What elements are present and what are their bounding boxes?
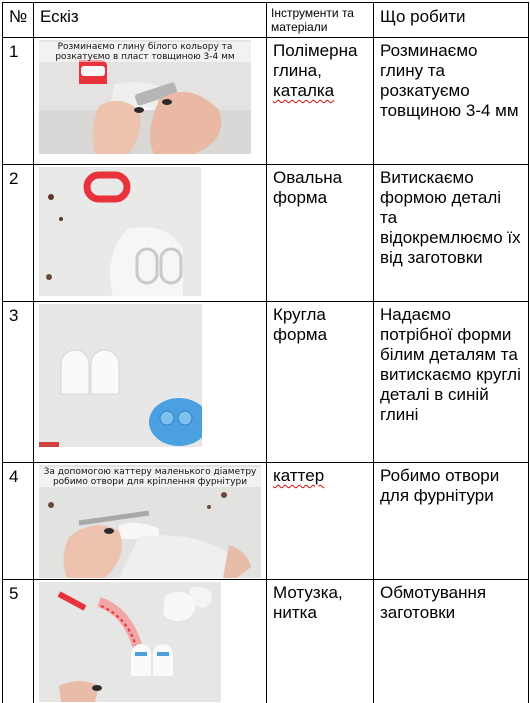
what-cell: Робимо отвори для фурнітури — [374, 463, 529, 580]
step-photo-2 — [39, 167, 201, 296]
table-row-1 — [3, 38, 529, 165]
tools-cell — [267, 580, 374, 703]
table-row-5 — [3, 580, 529, 703]
tools-line-spellcheck: каталка — [273, 81, 335, 100]
tools-cell — [267, 38, 374, 165]
photo-caption: Розминаємо глину білого кольору та розкатуємо в пласт товщиною 3-4 мм — [39, 42, 251, 62]
row-number: 5 — [3, 580, 34, 703]
sketch-cell — [34, 580, 267, 703]
tools-line: форма — [273, 325, 328, 344]
what-cell: Обмотування заготовки — [374, 580, 529, 703]
tools-cell — [267, 165, 374, 302]
row-number: 2 — [3, 165, 34, 302]
tools-line: форма — [273, 188, 328, 207]
step-photo-4 — [39, 465, 261, 578]
table-row-4 — [3, 463, 529, 580]
sketch-cell — [34, 38, 267, 165]
header-num: № — [3, 3, 34, 38]
header-row — [3, 3, 529, 38]
header-sketch: Ескіз — [34, 3, 267, 38]
photo-caption: За допомогою каттеру маленького діаметру робимо отвори для кріплення фурнітури — [39, 467, 261, 487]
tools-line: Кругла — [273, 305, 326, 324]
what-cell: Розминаємо глину та розкатуємо товщиною 3-4 мм — [374, 38, 529, 165]
step-photo-3 — [39, 304, 202, 447]
sketch-cell — [34, 302, 267, 463]
header-what: Що робити — [374, 3, 529, 38]
step-photo-1 — [39, 40, 251, 154]
what-cell: Надаємо потрібної форми білим деталям та витискаємо круглі деталі в синій глині — [374, 302, 529, 463]
row-number: 3 — [3, 302, 34, 463]
header-tools: Інструменти та матеріали — [267, 3, 374, 38]
tools-line: нитка — [273, 603, 317, 622]
table-row-2 — [3, 165, 529, 302]
step-photo-5 — [39, 582, 221, 702]
tools-line-spellcheck: каттер — [273, 466, 325, 485]
row-number: 4 — [3, 463, 34, 580]
tools-cell — [267, 463, 374, 580]
instruction-table — [2, 2, 529, 703]
row-number: 1 — [3, 38, 34, 165]
sketch-cell — [34, 463, 267, 580]
tools-line: глина, — [273, 61, 322, 80]
tools-line: Полімерна — [273, 41, 358, 60]
tools-line: Овальна — [273, 168, 343, 187]
table-row-3 — [3, 302, 529, 463]
what-cell: Витискаємо формою деталі та відокремлюємо їх від заготовки — [374, 165, 529, 302]
tools-cell — [267, 302, 374, 463]
tools-line: Мотузка, — [273, 583, 343, 602]
sketch-cell — [34, 165, 267, 302]
